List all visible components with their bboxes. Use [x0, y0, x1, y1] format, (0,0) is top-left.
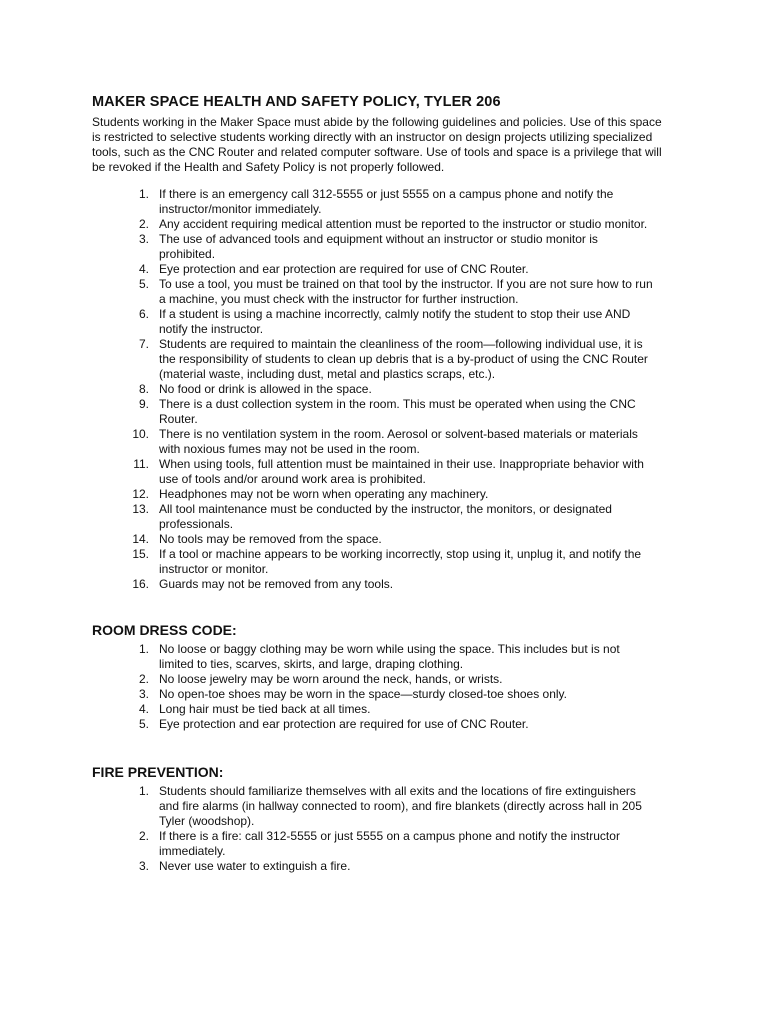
list-item-number: 2.	[138, 217, 149, 231]
list-item-text: When using tools, full attention must be maintained in their use. Inappropriate behavior with use of tools and/or around work area is prohibited.	[159, 457, 644, 486]
list-item-number: 5.	[138, 277, 149, 291]
list-item-text: Never use water to extinguish a fire.	[159, 859, 351, 873]
list-item	[92, 262, 654, 277]
list-item-number: 7.	[138, 337, 149, 351]
list-item-text: There is a dust collection system in the room. This must be operated when using the CNC Router.	[159, 397, 636, 426]
list-item	[92, 672, 654, 687]
list-item	[92, 487, 654, 502]
list-item-text: Any accident requiring medical attention must be reported to the instructor or studio monitor.	[159, 217, 648, 231]
fire-prevention-heading: FIRE PREVENTION:	[92, 764, 224, 780]
list-item-text: If a student is using a machine incorrectly, calmly notify the student to stop their use AND notify the instructor.	[159, 307, 631, 336]
list-item-text: Guards may not be removed from any tools.	[159, 577, 394, 591]
list-item	[92, 427, 654, 457]
list-item-number: 2.	[138, 829, 149, 843]
list-item	[92, 532, 654, 547]
dress-code-heading: ROOM DRESS CODE:	[92, 622, 237, 638]
list-item-number: 1.	[138, 642, 149, 656]
list-item-number: 14.	[132, 532, 149, 546]
list-item	[92, 397, 654, 427]
list-item-number: 1.	[138, 784, 149, 798]
list-item-text: The use of advanced tools and equipment without an instructor or studio monitor is prohibited.	[159, 232, 598, 261]
list-item-number: 15.	[132, 547, 149, 561]
list-item-text: Long hair must be tied back at all times.	[159, 702, 371, 716]
list-item-text: No food or drink is allowed in the space.	[159, 382, 372, 396]
list-item	[92, 457, 654, 487]
document-title: MAKER SPACE HEALTH AND SAFETY POLICY, TYLER 206	[92, 94, 501, 110]
list-item-text: Students should familiarize themselves with all exits and the locations of fire extinguishers and fire alarms (in hallway connected to room), and fire blankets (directly across hall in 205 Tyler (woodshop).	[159, 784, 642, 828]
list-item	[92, 859, 654, 874]
list-item	[92, 687, 654, 702]
list-item-text: If there is an emergency call 312-5555 or just 5555 on a campus phone and notify the instructor/monitor immediately.	[159, 187, 614, 216]
list-item-text: There is no ventilation system in the room. Aerosol or solvent-based materials or materials with noxious fumes may not be used in the room.	[159, 427, 638, 456]
list-item-number: 11.	[133, 457, 149, 471]
list-item-text: If there is a fire: call 312-5555 or just 5555 on a campus phone and notify the instructor immediately.	[159, 829, 620, 858]
fire-prevention-list	[92, 784, 670, 874]
list-item-text: Headphones may not be worn when operating any machinery.	[159, 487, 489, 501]
policy-rules-list	[92, 187, 670, 592]
list-item	[92, 829, 654, 859]
list-item	[92, 547, 654, 577]
list-item-number: 9.	[138, 397, 149, 411]
list-item-number: 10.	[132, 427, 149, 441]
list-item-number: 13.	[132, 502, 149, 516]
list-item	[92, 187, 654, 217]
list-item-number: 3.	[138, 232, 149, 246]
list-item	[92, 307, 654, 337]
list-item	[92, 702, 654, 717]
list-item-number: 2.	[138, 672, 149, 686]
dress-code-list	[92, 642, 670, 732]
list-item-number: 3.	[138, 859, 149, 873]
list-item-number: 4.	[138, 262, 149, 276]
list-item-text: Students are required to maintain the cleanliness of the room—following individual use, it is the responsibility of students to clean up debris that is a by-product of using the CNC Router (material waste, including dust, metal and plastics scraps, etc.).	[159, 337, 648, 381]
list-item-text: No open-toe shoes may be worn in the space—sturdy closed-toe shoes only.	[159, 687, 567, 701]
list-item	[92, 642, 654, 672]
list-item	[92, 337, 654, 382]
list-item-text: No tools may be removed from the space.	[159, 532, 382, 546]
list-item	[92, 717, 654, 732]
list-item	[92, 382, 654, 397]
list-item-text: No loose or baggy clothing may be worn while using the space. This includes but is not limited to ties, scarves, skirts, and large, draping clothing.	[159, 642, 620, 671]
list-item-text: To use a tool, you must be trained on that tool by the instructor. If you are not sure how to run a machine, you must check with the instructor for further instruction.	[159, 277, 653, 306]
list-item-number: 6.	[138, 307, 149, 321]
list-item-number: 12.	[132, 487, 149, 501]
list-item	[92, 577, 654, 592]
list-item-text: Eye protection and ear protection are required for use of CNC Router.	[159, 717, 529, 731]
list-item-number: 8.	[138, 382, 149, 396]
list-item	[92, 277, 654, 307]
list-item	[92, 502, 654, 532]
list-item-number: 5.	[138, 717, 149, 731]
list-item-text: If a tool or machine appears to be working incorrectly, stop using it, unplug it, and notify the instructor or monitor.	[159, 547, 642, 576]
list-item-number: 3.	[138, 687, 149, 701]
list-item	[92, 232, 654, 262]
list-item-number: 1.	[138, 187, 149, 201]
list-item-number: 16.	[132, 577, 149, 591]
list-item-number: 4.	[138, 702, 149, 716]
intro-paragraph: Students working in the Maker Space must abide by the following guidelines and policies. Use of this space is restricted to selective students working directly with an instructor on design projects utilizing specialized tools, such as the CNC Router and related computer software. Use of tools and space is a privilege that will be revoked if the Health and Safety Policy is not properly followed.	[92, 115, 662, 174]
list-item-text: Eye protection and ear protection are required for use of CNC Router.	[159, 262, 529, 276]
list-item	[92, 784, 654, 829]
list-item	[92, 217, 654, 232]
list-item-text: No loose jewelry may be worn around the neck, hands, or wrists.	[159, 672, 503, 686]
list-item-text: All tool maintenance must be conducted by the instructor, the monitors, or designated professionals.	[159, 502, 612, 531]
